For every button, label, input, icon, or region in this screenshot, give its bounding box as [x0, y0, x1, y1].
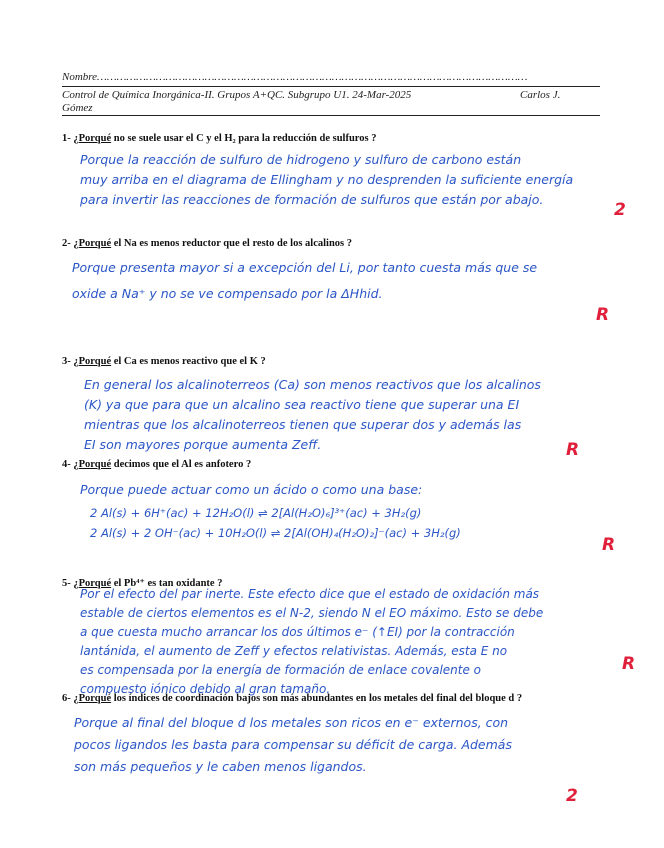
header-divider-top [62, 86, 600, 87]
grade-mark-1: 2 [614, 200, 626, 220]
question-text: decimos que el Al es anfotero ? [111, 459, 252, 470]
question-4 [62, 459, 251, 470]
question-number: 4- ¿ [62, 459, 79, 470]
answer-line: a que cuesta mucho arrancar los dos últimos e⁻ (↑EI) por la contracción [80, 625, 515, 639]
course-line: Control de Química Inorgánica-II. Grupos A+QC. Subgrupo U1. 24-Mar-2025 [62, 89, 412, 101]
answer-6 [74, 712, 634, 778]
answer-line: (K) ya que para que un alcalino sea reactivo tiene que superar una EI [84, 397, 520, 412]
grade-mark-2: R [596, 305, 610, 325]
equation-line: 2 Al(s) + 2 OH⁻(ac) + 10H₂O(l) ⇌ 2[Al(OH)₄(H₂O)₂]⁻(ac) + 3H₂(g) [90, 526, 461, 540]
answer-line: En general los alcalinoterreos (Ca) son menos reactivos que los alcalinos [84, 377, 541, 392]
answer-4 [80, 480, 640, 500]
answer-line: Porque puede actuar como un ácido o como una base: [80, 482, 423, 497]
question-text: el Ca es menos reactivo que el K ? [111, 356, 266, 367]
question-text: el Na es menos reductor que el resto de los alcalinos ? [111, 238, 353, 249]
answer-3 [84, 375, 644, 455]
question-porque: Porqué [78, 356, 112, 367]
question-text: el Pb⁴⁺ es tan oxidante ? [111, 578, 223, 589]
question-porque: Porqué [78, 693, 112, 704]
answer-2 [72, 258, 632, 304]
answer-line: son más pequeños y le caben menos ligandos. [74, 759, 367, 774]
student-first-name: Carlos J. [520, 89, 561, 101]
answer-line: muy arriba en el diagrama de Ellingham y no desprenden la suficiente energía [80, 172, 574, 187]
answer-4-equations [80, 503, 640, 543]
student-last-name: Gómez [62, 102, 93, 114]
grade-mark-4: R [602, 535, 616, 555]
question-2 [62, 238, 352, 249]
question-number: 6- ¿ [62, 693, 79, 704]
question-number: 1- ¿ [62, 133, 79, 144]
question-number: 2- ¿ [62, 238, 79, 249]
answer-line: compuesto iónico debido al gran tamaño. [80, 682, 331, 696]
answer-1 [80, 150, 640, 210]
name-line: Nombre…………………………………………………………………………………………………………………… [62, 71, 528, 83]
answer-line: pocos ligandos les basta para compensar su déficit de carga. Además [74, 737, 512, 752]
question-number: 5- ¿ [62, 578, 79, 589]
answer-line: oxide a Na⁺ y no se ve compensado por la ΔHhid. [72, 286, 383, 301]
grade-mark-5: R [622, 654, 636, 674]
question-6 [62, 693, 522, 704]
question-3 [62, 356, 266, 367]
question-porque: Porqué [78, 133, 112, 144]
question-porque: Porqué [78, 459, 112, 470]
answer-line: Porque la reacción de sulfuro de hidrogeno y sulfuro de carbono están [80, 152, 522, 167]
answer-line: mientras que los alcalinoterreos tienen que superar dos y además las [84, 417, 522, 432]
equation-line: 2 Al(s) + 6H⁺(ac) + 12H₂O(l) ⇌ 2[Al(H₂O)₆]³⁺(ac) + 3H₂(g) [90, 506, 422, 520]
question-porque: Porqué [78, 578, 112, 589]
answer-5 [80, 585, 640, 699]
question-text: no se suele usar el C y el H₂ para la reducción de sulfuros ? [111, 133, 377, 144]
answer-line: Porque presenta mayor si a excepción del Li, por tanto cuesta más que se [72, 260, 538, 275]
answer-line: EI son mayores porque aumenta Zeff. [84, 437, 322, 452]
answer-line: para invertir las reacciones de formación de sulfuros que están por abajo. [80, 192, 544, 207]
grade-mark-3: R [566, 440, 580, 460]
question-number: 3- ¿ [62, 356, 79, 367]
question-text: los índices de coordinación bajos son más abundantes en los metales del final del bloque d ? [111, 693, 523, 704]
header-divider-bottom [62, 115, 600, 116]
question-1 [62, 133, 376, 144]
answer-line: Porque al final del bloque d los metales son ricos en e⁻ externos, con [74, 715, 509, 730]
answer-line: es compensada por la energía de formación de enlace covalente o [80, 663, 482, 677]
answer-line: Por el efecto del par inerte. Este efecto dice que el estado de oxidación más [80, 587, 540, 601]
answer-line: estable de ciertos elementos es el N-2, siendo N el EO máximo. Esto se debe [80, 606, 544, 620]
answer-line: lantánida, el aumento de Zeff y efectos relativistas. Además, esta E no [80, 644, 508, 658]
grade-mark-6: 2 [566, 786, 578, 806]
question-porque: Porqué [78, 238, 112, 249]
